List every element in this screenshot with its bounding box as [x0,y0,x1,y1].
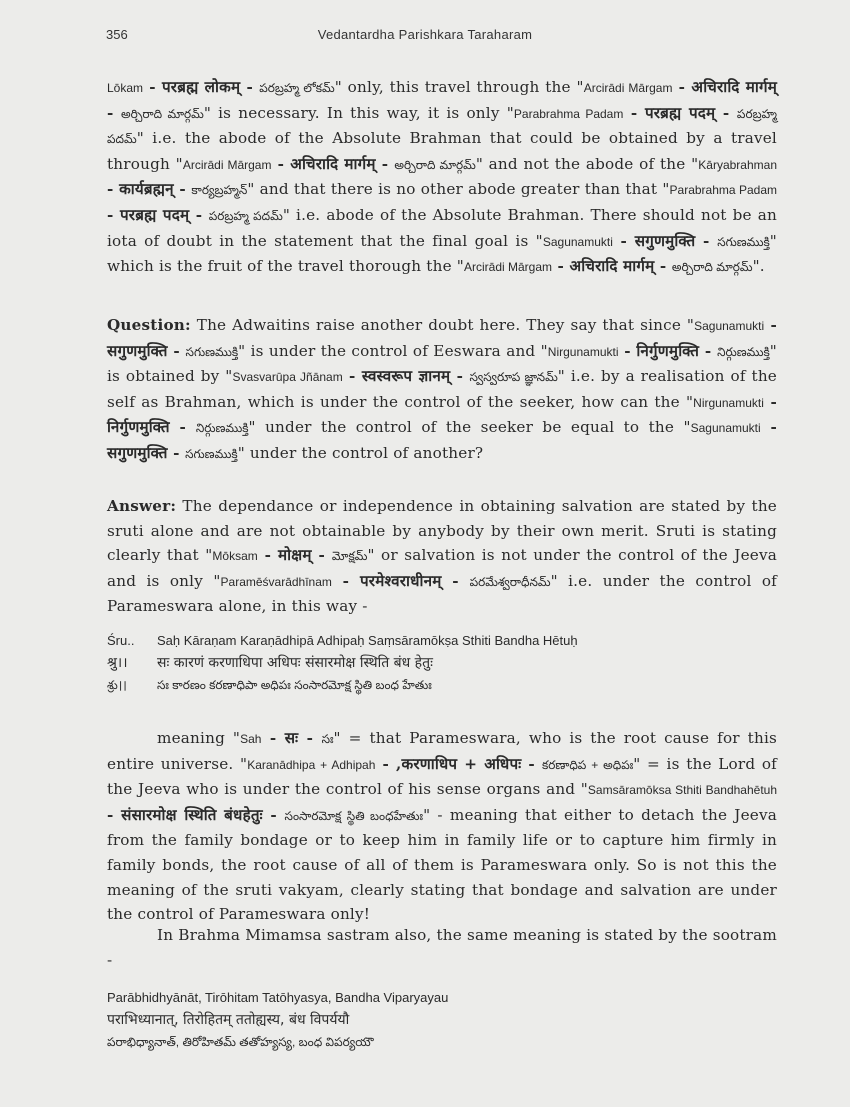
text-run: " = is the Lord of the Jeeva who is under the control of his sense organs and " [107,754,778,799]
devanagari-term: - कार्यब्रह्मन् - [107,180,192,199]
devanagari-term: - सगुणमुक्ति - [107,316,777,360]
devanagari-term: - अचिरादि मार्गम् - [107,78,777,122]
sootram-devanagari-line: पराभिध्यानात्, तिरोहितम् ततोह्यस्य, बंध विपर्ययौ [107,1012,350,1028]
roman-term: Parabrahma Padam [669,183,778,198]
page-header [0,27,850,45]
telugu-term: సగుణముక్తి [185,446,238,461]
text-run: " i.e. abode of the Absolute Brahman. There should not be an iota of doubt in the statement that the final goal is " [107,205,777,250]
roman-term: Arcirādi Mārgam [182,157,272,172]
devanagari-term: - मोक्षम् - [257,546,332,565]
sootram-roman-line: Parābhidhyānāt, Tirōhitam Tatōhyasya, Bandha Viparyayau [107,990,449,1005]
telugu-term: నిర్గుణముక్తి [195,421,249,436]
verse-roman-line [107,630,787,652]
text-run: In Brahma Mimamsa sastram also, the same meaning is stated by the sootram - [107,926,777,969]
text-run: " only, this travel through the " [334,78,584,96]
answer-label: Answer: [107,497,177,515]
telugu-term: నిర్గుణముక్తి [717,344,770,359]
devanagari-term: - संसारमोक्ष स्थिति बंधहेतुः - [107,805,285,824]
text-run: " i.e. by a realisation of the self as Brahman, which is under the control of the seeker, how can the " [107,367,777,411]
telugu-term: సంసారమోక్ష స్థితి బంధహేతుః [284,808,424,823]
roman-term: Paramēśvarādhīnam [220,574,332,589]
paragraph-meaning [107,726,777,927]
roman-term: Svasvarūpa Jñānam [232,370,343,385]
telugu-term: పరబ్రహ్మ లోకమ్ [259,81,335,95]
roman-term: Mōksam [212,549,258,564]
text-run: " - meaning that either to detach the Jeeva from the family bondage or to keep him in family life or to capture him firmly in family bonds, the root cause of all of them is Parameswara only. So is not this the meaning of the sruti vakyam, clearly stating that bondage and salvation are under the control of Parameswara only! [107,805,778,924]
telugu-term: పరబ్రహ్మ పదమ్ [208,208,283,223]
text-run: " and that there is no other abode greater than that " [247,180,670,199]
roman-term: Sah [240,732,262,746]
telugu-term: సగుణముక్తి [717,234,770,249]
text-run: meaning " [157,729,241,747]
text-run: " under the control of the seeker be equal to the " [248,418,691,437]
text-run: The dependance or independence in obtaining salvation are stated by the sruti alone and are not obtainable by anybody by their own merit. Sruti is stating clearly that " [107,497,777,565]
devanagari-term: - सगुणमुक्ति - [612,231,718,250]
running-title: Vedantardha Parishkara Taraharam [317,27,533,42]
verse-tag: Śru.. [107,633,135,648]
verse-roman: Saḥ Kāraṇam Karaṇādhipā Adhipaḥ Saṃsāramōkṣa Sthiti Bandha Hētuḥ [157,633,578,648]
text-run: " under the control of another? [237,443,484,462]
roman-term: Parabrahma Padam [513,106,624,121]
telugu-term: కరణాధిప + అధిపః [541,757,634,772]
roman-term: Sagunamukti [690,421,761,436]
text-run: " = that Parameswara, who is the root cause for this entire universe. " [107,729,778,773]
roman-term: Arcirādi Mārgam [583,81,673,95]
telugu-term: పరమేశ్వరాధీనమ్ [469,574,551,589]
telugu-term: సః [321,732,334,746]
devanagari-term: - अचिरादि मार्गम् - [271,154,395,173]
paragraph-1 [107,75,777,280]
telugu-term: సగుణముక్తి [185,344,239,359]
devanagari-term: - परब्रह्म पदम् - [107,205,209,224]
telugu-term: అర్చిరాది మార్గమ్ [394,157,476,172]
text-run: " i.e. under the control of Parameswara alone, in this way - [107,571,778,616]
verse-devanagari-line [107,652,787,674]
devanagari-term: - ,करणाधिप + अधिपः - [375,754,542,773]
sootram-verse [107,987,787,1053]
roman-term: Arcirādi Mārgam [463,260,553,275]
text-run: " is necessary. In this way, it is only " [203,103,514,122]
question-label: Question: [107,316,191,334]
verse-devanagari: सः कारणं करणाधिपा अधिपः संसारमोक्ष स्थिति बंध हेतुः [157,655,433,671]
roman-term: Nirgunamukti [547,344,619,359]
text-run: " i.e. the abode of the Absolute Brahman that could be obtained by a travel through " [107,129,777,173]
telugu-term: కార్యబ్రహ్మన్ [191,183,248,198]
roman-term: Lōkam [107,81,144,95]
paragraph-question [107,313,777,467]
telugu-term: పరబ్రహ్మ పదమ్ [107,106,778,147]
text-run: ". [752,257,765,276]
paragraph-answer [107,494,777,619]
telugu-term: అర్చిరాది మార్గమ్ [671,260,753,275]
text-run: " is obtained by " [107,341,777,386]
text-run: The Adwaitins raise another doubt here. They say that since " [190,316,695,334]
devanagari-term: - निर्गुणमुक्ति - [107,392,777,437]
devanagari-term: - परब्रह्म पदम् - [623,103,737,122]
devanagari-term: - निर्गुणमुक्ति - [618,341,718,360]
text-run: " is under the control of Eeswara and " [238,341,548,360]
devanagari-term: - परमेश्वराधीनम् - [331,571,470,590]
roman-term: Kāryabrahman [698,157,777,172]
roman-term: Karanādhipa + Adhipah [247,757,376,772]
devanagari-term: - अचिरादि मार्गम् - [552,257,672,276]
verse-tag: శ్రు।। [107,678,127,692]
devanagari-term: - परब्रह्म लोकम् - [143,78,260,96]
roman-term: Sagunamukti [694,319,765,333]
roman-term: Sagunamukti [542,234,613,249]
devanagari-term: - स्वस्वरूप ज्ञानम् - [342,367,470,386]
devanagari-term: - सगुणमुक्ति - [107,418,777,462]
paragraph-mimamsa [107,923,777,972]
sootram-telugu-line: పరాభిధ్యానాత్, తిరోహితమ్ తతోహ్యస్య, బంధ విపర్యయౌ [107,1035,374,1049]
page-number: 356 [106,27,128,42]
roman-term: Nirgunamukti [693,395,764,410]
verse-telugu-line [107,674,787,696]
roman-term: Samsāramōksa Sthiti Bandhahētuh [587,783,777,798]
telugu-term: అర్చిరాది మార్గమ్ [121,106,204,121]
sruti-verse [107,630,787,696]
text-run: " or salvation is not under the control of the Jeeva and is only " [107,546,777,590]
devanagari-term: - सः - [261,729,322,747]
telugu-term: స్వస్వరూప జ్ఞానమ్ [469,370,558,385]
verse-tag: श्रु।। [107,655,128,671]
telugu-term: మోక్షమ్ [331,549,368,564]
text-run: " which is the fruit of the travel thorough the " [107,231,777,276]
verse-telugu: సః కారణం కరణాధిపా అధిపః సంసారమోక్ష స్థితి బంధ హేతుః [157,678,432,692]
text-run: " and not the abode of the " [475,154,699,173]
